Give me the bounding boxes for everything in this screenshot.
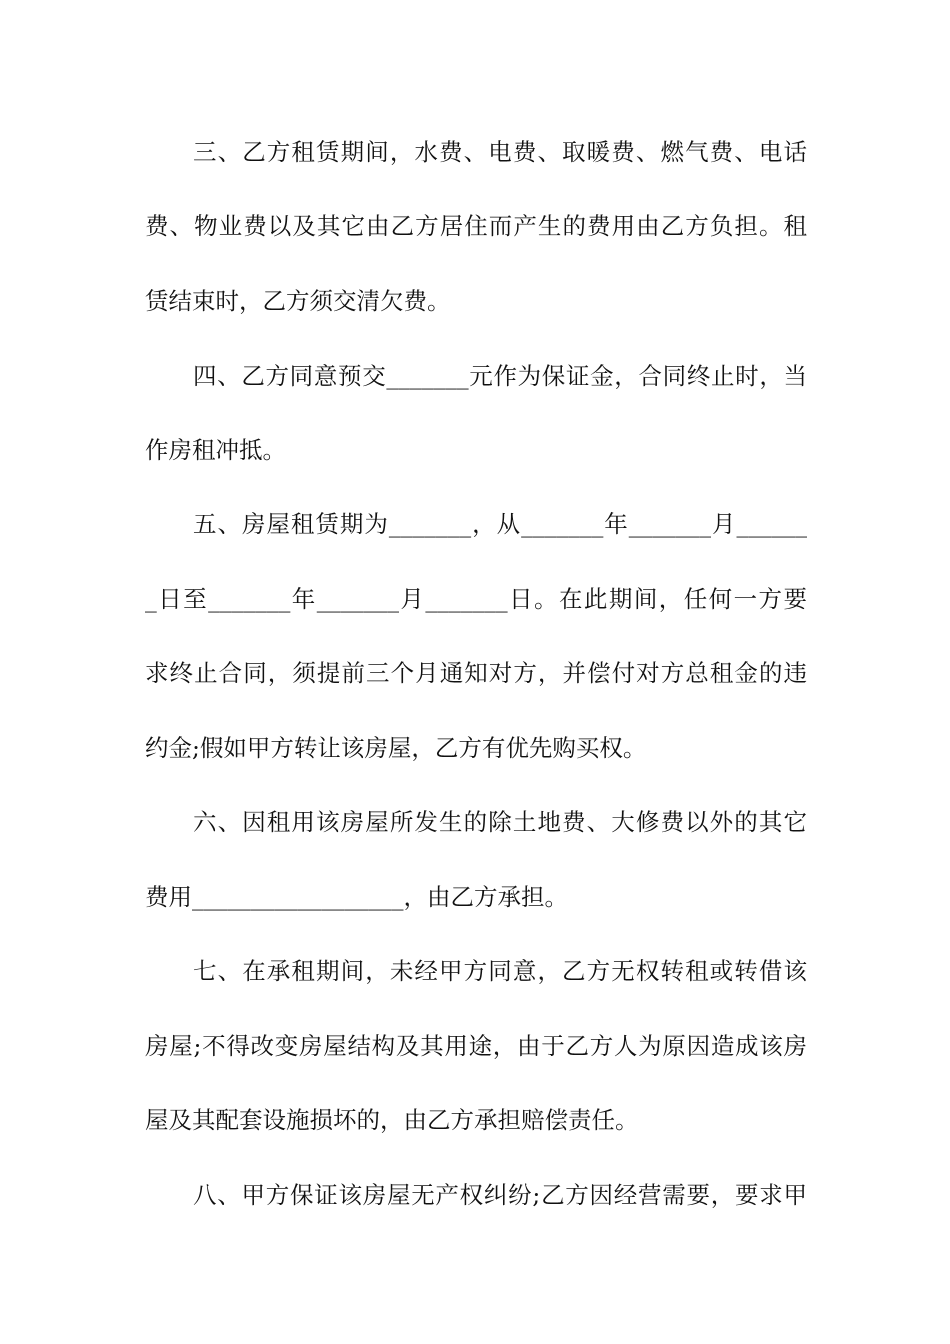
clause-5-line-1: 五、房屋租赁期为_______，从_______年_______月______ bbox=[193, 510, 807, 538]
clause-4-line-2: 作房租冲抵。 bbox=[145, 436, 286, 464]
clause-7-line-2: 房屋;不得改变房屋结构及其用途，由于乙方人为原因造成该房 bbox=[145, 1032, 807, 1060]
clause-6-line-2: 费用__________________，由乙方承担。 bbox=[145, 883, 568, 911]
clause-6-line-1: 六、因租用该房屋所发生的除土地费、大修费以外的其它 bbox=[193, 808, 807, 836]
clause-7-line-3: 屋及其配套设施损坏的，由乙方承担赔偿责任。 bbox=[145, 1106, 639, 1134]
clause-5-line-4: 约金;假如甲方转让该房屋，乙方有优先购买权。 bbox=[145, 734, 647, 762]
clause-3-line-3: 赁结束时，乙方须交清欠费。 bbox=[145, 287, 451, 315]
clause-5-line-2: _日至_______年_______月_______日。在此期间，任何一方要 bbox=[145, 585, 807, 613]
clause-3-line-1: 三、乙方租赁期间，水费、电费、取暖费、燃气费、电话 bbox=[193, 138, 807, 166]
clause-8-line-1: 八、甲方保证该房屋无产权纠纷;乙方因经营需要，要求甲 bbox=[193, 1181, 807, 1209]
clause-5-line-3: 求终止合同，须提前三个月通知对方，并偿付对方总租金的违 bbox=[145, 659, 807, 687]
clause-4-line-1: 四、乙方同意预交_______元作为保证金，合同终止时，当 bbox=[193, 362, 807, 390]
clause-3-line-2: 费、物业费以及其它由乙方居住而产生的费用由乙方负担。租 bbox=[145, 212, 807, 240]
clause-7-line-1: 七、在承租期间，未经甲方同意，乙方无权转租或转借该 bbox=[193, 957, 807, 985]
